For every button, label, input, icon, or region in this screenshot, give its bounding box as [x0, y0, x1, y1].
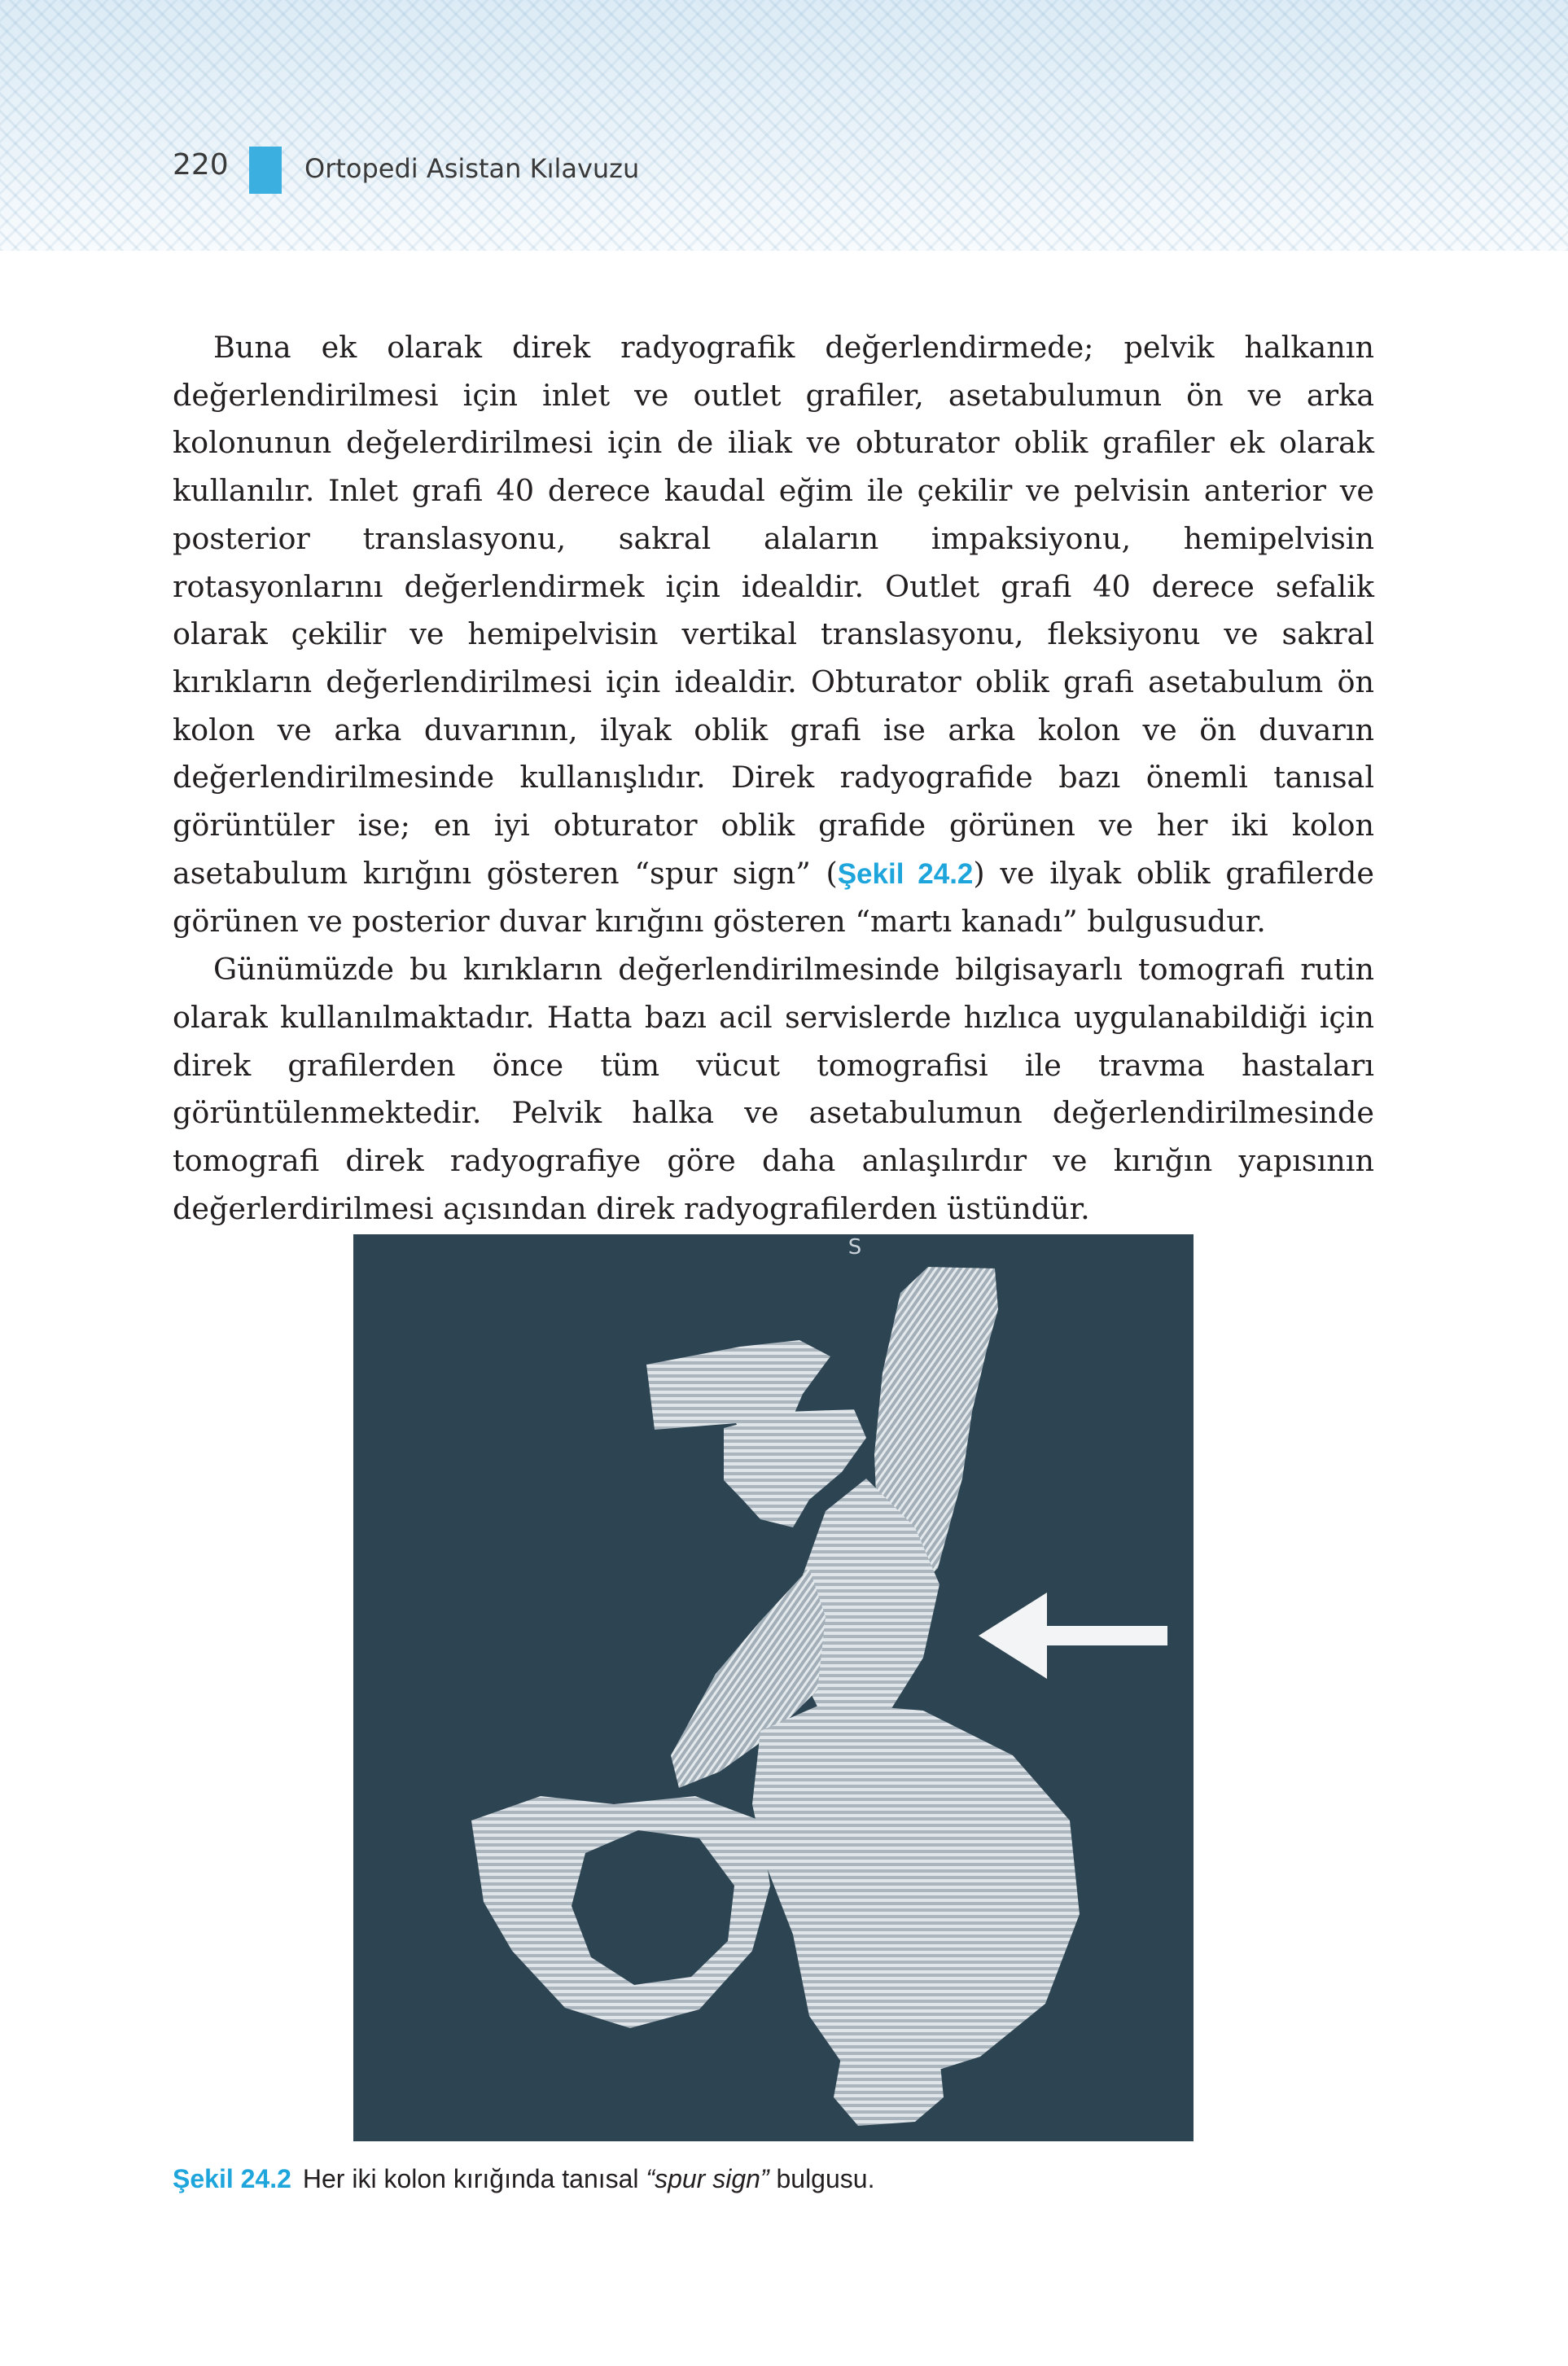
caption-text-a: Her iki kolon kırığında tanısal	[302, 2164, 639, 2193]
paragraph-1-text-b: ) ve ilyak oblik grafilerde görünen ve posterior duvar kırığını gösteren “martı kanadı” bulgusudur.	[173, 855, 1374, 940]
paragraph-1	[173, 324, 1374, 946]
header-accent-block	[249, 147, 282, 194]
caption-italic-term: “spur sign”	[646, 2164, 769, 2193]
book-title: Ortopedi Asistan Kılavuzu	[304, 153, 640, 184]
caption-text-b: bulgusu.	[776, 2164, 875, 2193]
ct-3d-reconstruction-image	[353, 1234, 1194, 2141]
arrow-icon	[979, 1593, 1167, 1679]
figure-caption	[173, 2164, 874, 2194]
caption-label: Şekil 24.2	[173, 2164, 291, 2193]
body-text	[173, 324, 1374, 1233]
figure-reference-link[interactable]: Şekil 24.2	[837, 857, 974, 890]
paragraph-2: Günümüzde bu kırıkların değerlendirilmesinde bilgisayarlı tomografi rutin olarak kullanılmaktadır. Hatta bazı acil servislerde hızlıca uygulanabildiği için direk grafilerden önce tüm vücut tomografisi ile travma hastaları görüntülenmektedir. Pelvik halka ve asetabulumun değerlendirilmesinde tomografi direk radyografiye göre daha anlaşılırdır ve kırığın yapısının değerlerdirilmesi açısından direk radyografilerden üstündür.	[173, 952, 1374, 1226]
page-number: 220	[173, 148, 229, 182]
acetabulum	[752, 1702, 1080, 2081]
page-header-band	[0, 0, 1568, 251]
paragraph-1-text-a: Buna ek olarak direk radyografik değerlendirmede; pelvik halkanın değerlendirilmesi için inlet ve outlet grafiler, asetabulumun ön ve arka kolonunun değelerdirilmesi için de iliak ve obturator oblik grafiler ek olarak kullanılır. Inlet grafi 40 derece kaudal eğim ile çekilir ve pelvisin anterior ve posterior translasyonu, sakral alaların impaksiyonu, hemipelvisin rotasyonlarını değerlendirmek için idealdir. Outlet grafi 40 derece sefalik olarak çekilir ve hemipelvisin vertikal translasyonu, fleksiyonu ve sakral kırıkların değerlendirilmesi için idealdir. Obturator oblik grafi asetabulum ön kolon ve arka duvarının, ilyak oblik grafi ise arka kolon ve ön duvarın değerlendirilmesinde kullanışlıdır. Direk radyografide bazı önemli tanısal görüntüler ise; en iyi obturator oblik grafide görünen ve her iki kolon asetabulum kırığını gösteren “spur sign” (	[173, 330, 1374, 891]
femoral-head-stub	[834, 2040, 944, 2126]
orientation-marker: S	[848, 1235, 862, 1260]
